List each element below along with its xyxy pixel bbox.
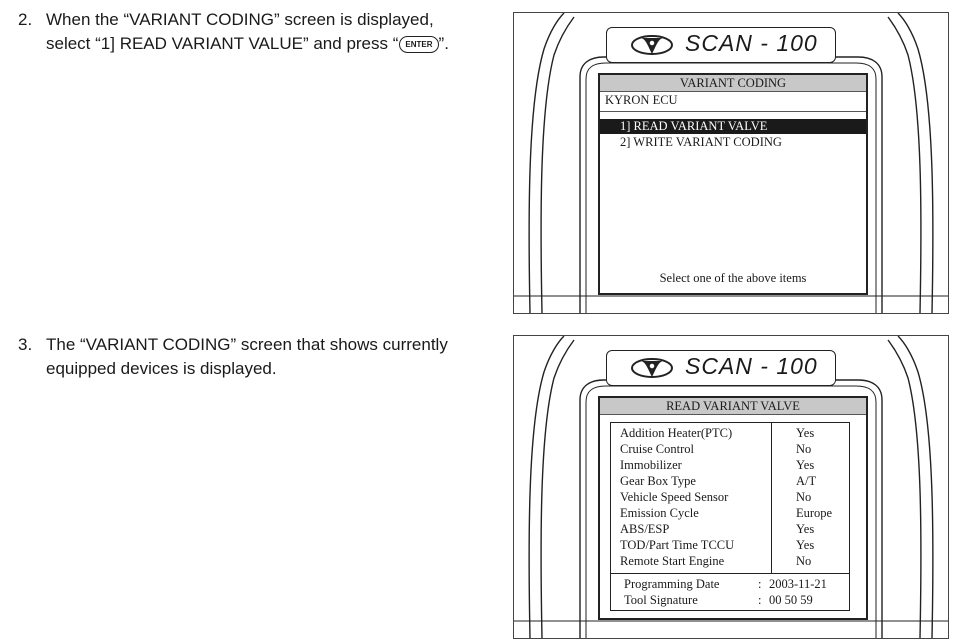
row-value: A/T	[796, 474, 817, 488]
menu-item-write-variant[interactable]: 2] WRITE VARIANT CODING	[620, 135, 782, 149]
table-row	[611, 537, 849, 553]
row-label: Emission Cycle	[620, 506, 699, 520]
screen-header: READ VARIANT VALVE	[600, 398, 866, 415]
variant-values-table	[610, 422, 850, 574]
step-2-line-2-text: select “1] READ VARIANT VALUE” and press “	[46, 34, 399, 53]
table-row	[611, 489, 849, 505]
brand-plate	[606, 27, 836, 63]
step-3-line-2: equipped devices is displayed.	[46, 359, 277, 378]
row-value: No	[796, 554, 812, 568]
ecu-label: KYRON ECU	[605, 93, 678, 107]
device-panel-2	[513, 335, 949, 639]
screen-footer-hint: Select one of the above items	[659, 271, 807, 285]
row-label: Remote Start Engine	[620, 554, 725, 568]
row-value: Europe	[796, 506, 833, 520]
brand-logo-icon	[629, 34, 675, 56]
brand-plate	[606, 350, 836, 386]
row-value: Yes	[796, 522, 815, 536]
info-label: Tool Signature	[624, 593, 698, 607]
lcd-screen-variant-coding	[598, 73, 868, 295]
info-row	[611, 576, 849, 592]
info-row	[611, 592, 849, 608]
table-row	[611, 521, 849, 537]
menu-item-read-variant[interactable]: 1] READ VARIANT VALVE	[600, 119, 866, 134]
brand-logo-icon	[629, 357, 675, 379]
row-label: Addition Heater(PTC)	[620, 426, 733, 440]
row-value: Yes	[796, 538, 815, 552]
step-3-number: 3.	[18, 335, 33, 354]
info-separator: :	[758, 593, 762, 607]
info-label: Programming Date	[624, 577, 720, 591]
step-3-line-1: The “VARIANT CODING” screen that shows currently	[46, 335, 448, 354]
screen-header: VARIANT CODING	[600, 75, 866, 92]
info-value: 00 50 59	[769, 593, 813, 607]
device-panel-1	[513, 12, 949, 314]
brand-title: SCAN - 100	[685, 30, 818, 56]
row-label: ABS/ESP	[620, 522, 670, 536]
row-label: Vehicle Speed Sensor	[620, 490, 729, 504]
brand-title: SCAN - 100	[685, 353, 818, 379]
info-separator: :	[758, 577, 762, 591]
info-value: 2003-11-21	[769, 577, 827, 591]
lcd-screen-read-variant	[598, 396, 868, 620]
table-row	[611, 441, 849, 457]
step-2-line-2	[46, 32, 496, 56]
step-2-line-2-end: ”.	[438, 34, 449, 53]
table-row	[611, 505, 849, 521]
row-value: Yes	[796, 426, 815, 440]
row-value: No	[796, 442, 812, 456]
row-label: TOD/Part Time TCCU	[620, 538, 735, 552]
row-value: Yes	[796, 458, 815, 472]
table-row	[611, 473, 849, 489]
row-label: Cruise Control	[620, 442, 694, 456]
table-row	[611, 425, 849, 441]
row-label: Gear Box Type	[620, 474, 696, 488]
step-2-line-1: When the “VARIANT CODING” screen is displayed,	[46, 10, 434, 29]
divider	[600, 111, 866, 112]
programming-info-box	[610, 574, 850, 611]
row-label: Immobilizer	[620, 458, 682, 472]
table-row	[611, 457, 849, 473]
enter-key-icon: ENTER	[399, 36, 438, 53]
step-2-number: 2.	[18, 10, 33, 29]
row-value: No	[796, 490, 812, 504]
table-row	[611, 553, 849, 569]
